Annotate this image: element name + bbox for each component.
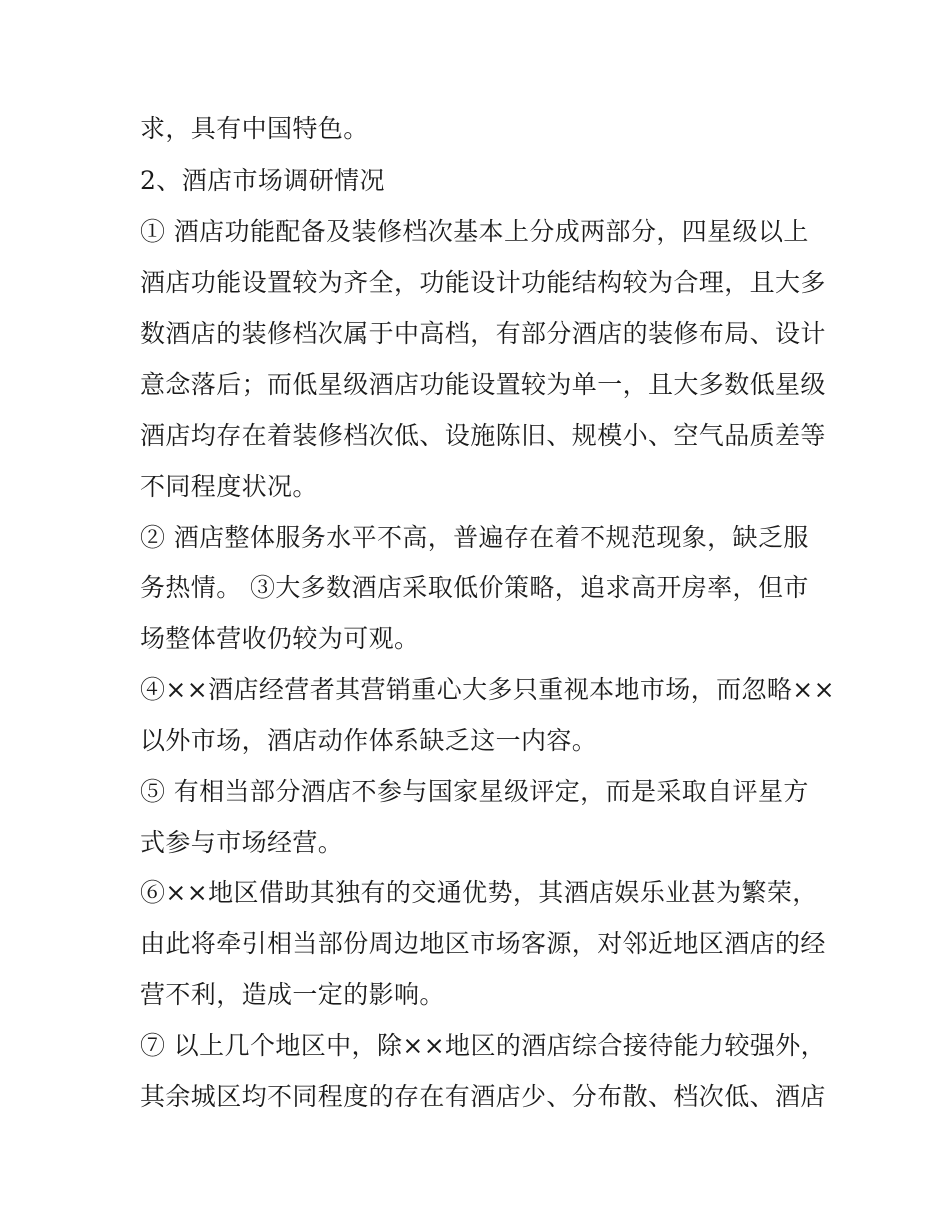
text-line: 其余城区均不同程度的存在有酒店少、分布散、档次低、酒店 [140,1082,826,1111]
text-line: 营不利，造成一定的影响。 [140,980,445,1009]
text-line: 场整体营收仍较为可观。 [140,624,420,653]
text-line: ④××酒店经营者其营销重心大多只重视本地市场，而忽略×× [140,675,835,704]
text-line: 数酒店的装修档次属于中高档，有部分酒店的装修布局、设计 [140,319,826,348]
text-line: ② 酒店整体服务水平不高，普遍存在着不规范现象，缺乏服 [140,523,809,552]
text-line: 务热情。 ③大多数酒店采取低价策略，追求高开房率，但市 [140,573,809,602]
text-line: 求，具有中国特色。 [140,114,369,143]
text-line: 不同程度状况。 [140,472,318,501]
text-line: 式参与市场经营。 [140,828,344,857]
text-line: ⑦ 以上几个地区中，除××地区的酒店综合接待能力较强外， [140,1031,827,1060]
text-line: 以外市场，酒店动作体系缺乏这一内容。 [140,726,598,755]
text-line: 酒店功能设置较为齐全，功能设计功能结构较为合理，且大多 [140,268,826,297]
text-line: 意念落后；而低星级酒店功能设置较为单一，且大多数低星级 [140,370,826,399]
text-line: ⑥××地区借助其独有的交通优势，其酒店娱乐业甚为繁荣， [140,878,818,907]
text-line: 由此将牵引相当部份周边地区市场客源，对邻近地区酒店的经 [140,929,826,958]
section-heading: 2、酒店市场调研情况 [140,166,385,195]
text-line: 酒店均存在着装修档次低、设施陈旧、规模小、空气品质差等 [140,421,826,450]
text-line: ① 酒店功能配备及装修档次基本上分成两部分，四星级以上 [140,217,809,246]
text-line: ⑤ 有相当部分酒店不参与国家星级评定，而是采取自评星方 [140,777,809,806]
